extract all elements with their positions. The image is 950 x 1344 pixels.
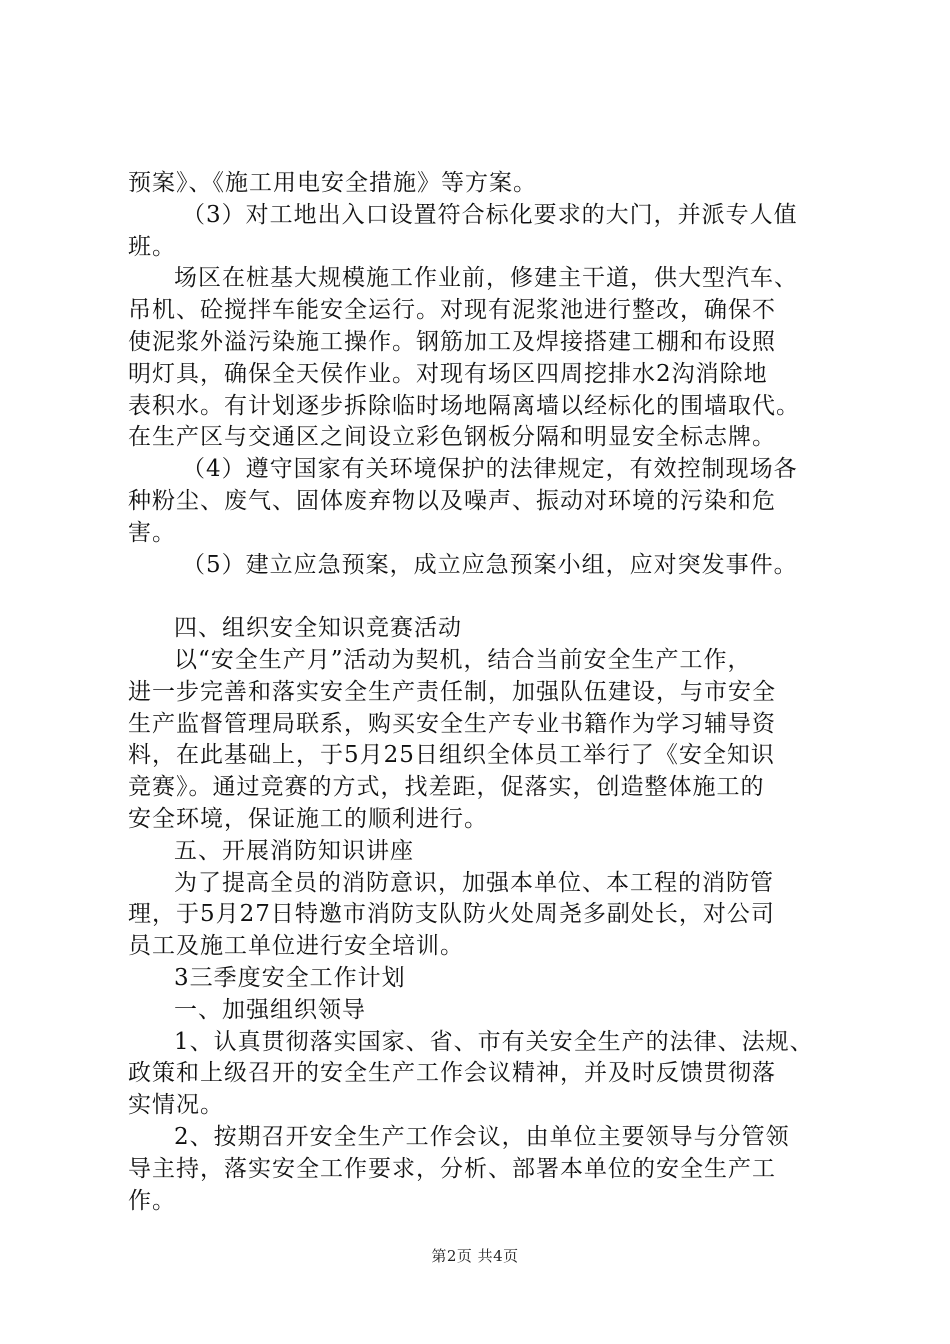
text-line: 员工及施工单位进行安全培训。 [128, 933, 464, 960]
text-line: 场区在桩基大规模施工作业前，修建主干道，供大型汽车、 [174, 265, 798, 292]
text-line: 作。 [128, 1187, 176, 1214]
text-line: 害。 [128, 519, 176, 546]
text-line: 生产监督管理局联系，购买安全生产专业书籍作为学习辅导资 [128, 710, 776, 737]
page-footer: 第2页 共4页 [431, 1247, 519, 1265]
text-line: 预案》、《施工用电安全措施》等方案。 [128, 170, 537, 196]
text-line: 安全环境，保证施工的顺利进行。 [128, 805, 488, 832]
text-line: 2、按期召开安全生产工作会议，由单位主要领导与分管领 [174, 1123, 790, 1150]
text-line: 班。 [128, 233, 176, 260]
text-line: 1、认真贯彻落实国家、省、市有关安全生产的法律、法规、 [174, 1028, 814, 1055]
text-line: 导主持，落实安全工作要求，分析、部署本单位的安全生产工 [128, 1155, 776, 1182]
text-line: 种粉尘、废气、固体废弃物以及噪声、振动对环境的污染和危 [128, 487, 776, 514]
text-line: 政策和上级召开的安全生产工作会议精神，并及时反馈贯彻落 [128, 1060, 776, 1087]
paragraph-gap [128, 581, 834, 613]
text-line: 理，于5月27日特邀市消防支队防火处周尧多副处长，对公司 [128, 901, 775, 928]
text-line: 进一步完善和落实安全生产责任制，加强队伍建设，与市安全 [128, 678, 776, 705]
text-line: 明灯具，确保全天侯作业。对现有场区四周挖排水2沟消除地 [128, 360, 768, 387]
text-line: 实情况。 [128, 1092, 224, 1119]
text-line: 以“安全生产月”活动为契机，结合当前安全生产工作， [174, 646, 752, 673]
section-heading: 3三季度安全工作计划 [174, 964, 406, 991]
text-line: （4）遵守国家有关环境保护的法律规定，有效控制现场各 [182, 456, 798, 483]
text-line: 料，在此基础上，于5月25日组织全体员工举行了《安全知识 [128, 742, 775, 769]
text-line: 为了提高全员的消防意识，加强本单位、本工程的消防管 [174, 869, 774, 896]
text-line: （5）建立应急预案，成立应急预案小组，应对突发事件。 [182, 551, 798, 578]
section-heading: 五、开展消防知识讲座 [174, 837, 414, 864]
section-heading: 一、加强组织领导 [174, 996, 366, 1023]
text-line: 使泥浆外溢污染施工操作。钢筋加工及焊接搭建工棚和布设照 [128, 328, 776, 355]
section-heading: 四、组织安全知识竞赛活动 [174, 615, 462, 642]
text-line: 在生产区与交通区之间设立彩色钢板分隔和明显安全标志牌。 [128, 424, 776, 451]
document-body [128, 168, 834, 1217]
text-line: 表积水。有计划逐步拆除临时场地隔离墙以经标化的围墙取代。 [128, 392, 800, 419]
text-line: （3）对工地出入口设置符合标化要求的大门，并派专人值 [182, 201, 798, 228]
text-line: 吊机、砼搅拌车能安全运行。对现有泥浆池进行整改，确保不 [128, 297, 776, 324]
text-line: 竞赛》。通过竞赛的方式，找差距，促落实，创造整体施工的 [128, 774, 765, 801]
